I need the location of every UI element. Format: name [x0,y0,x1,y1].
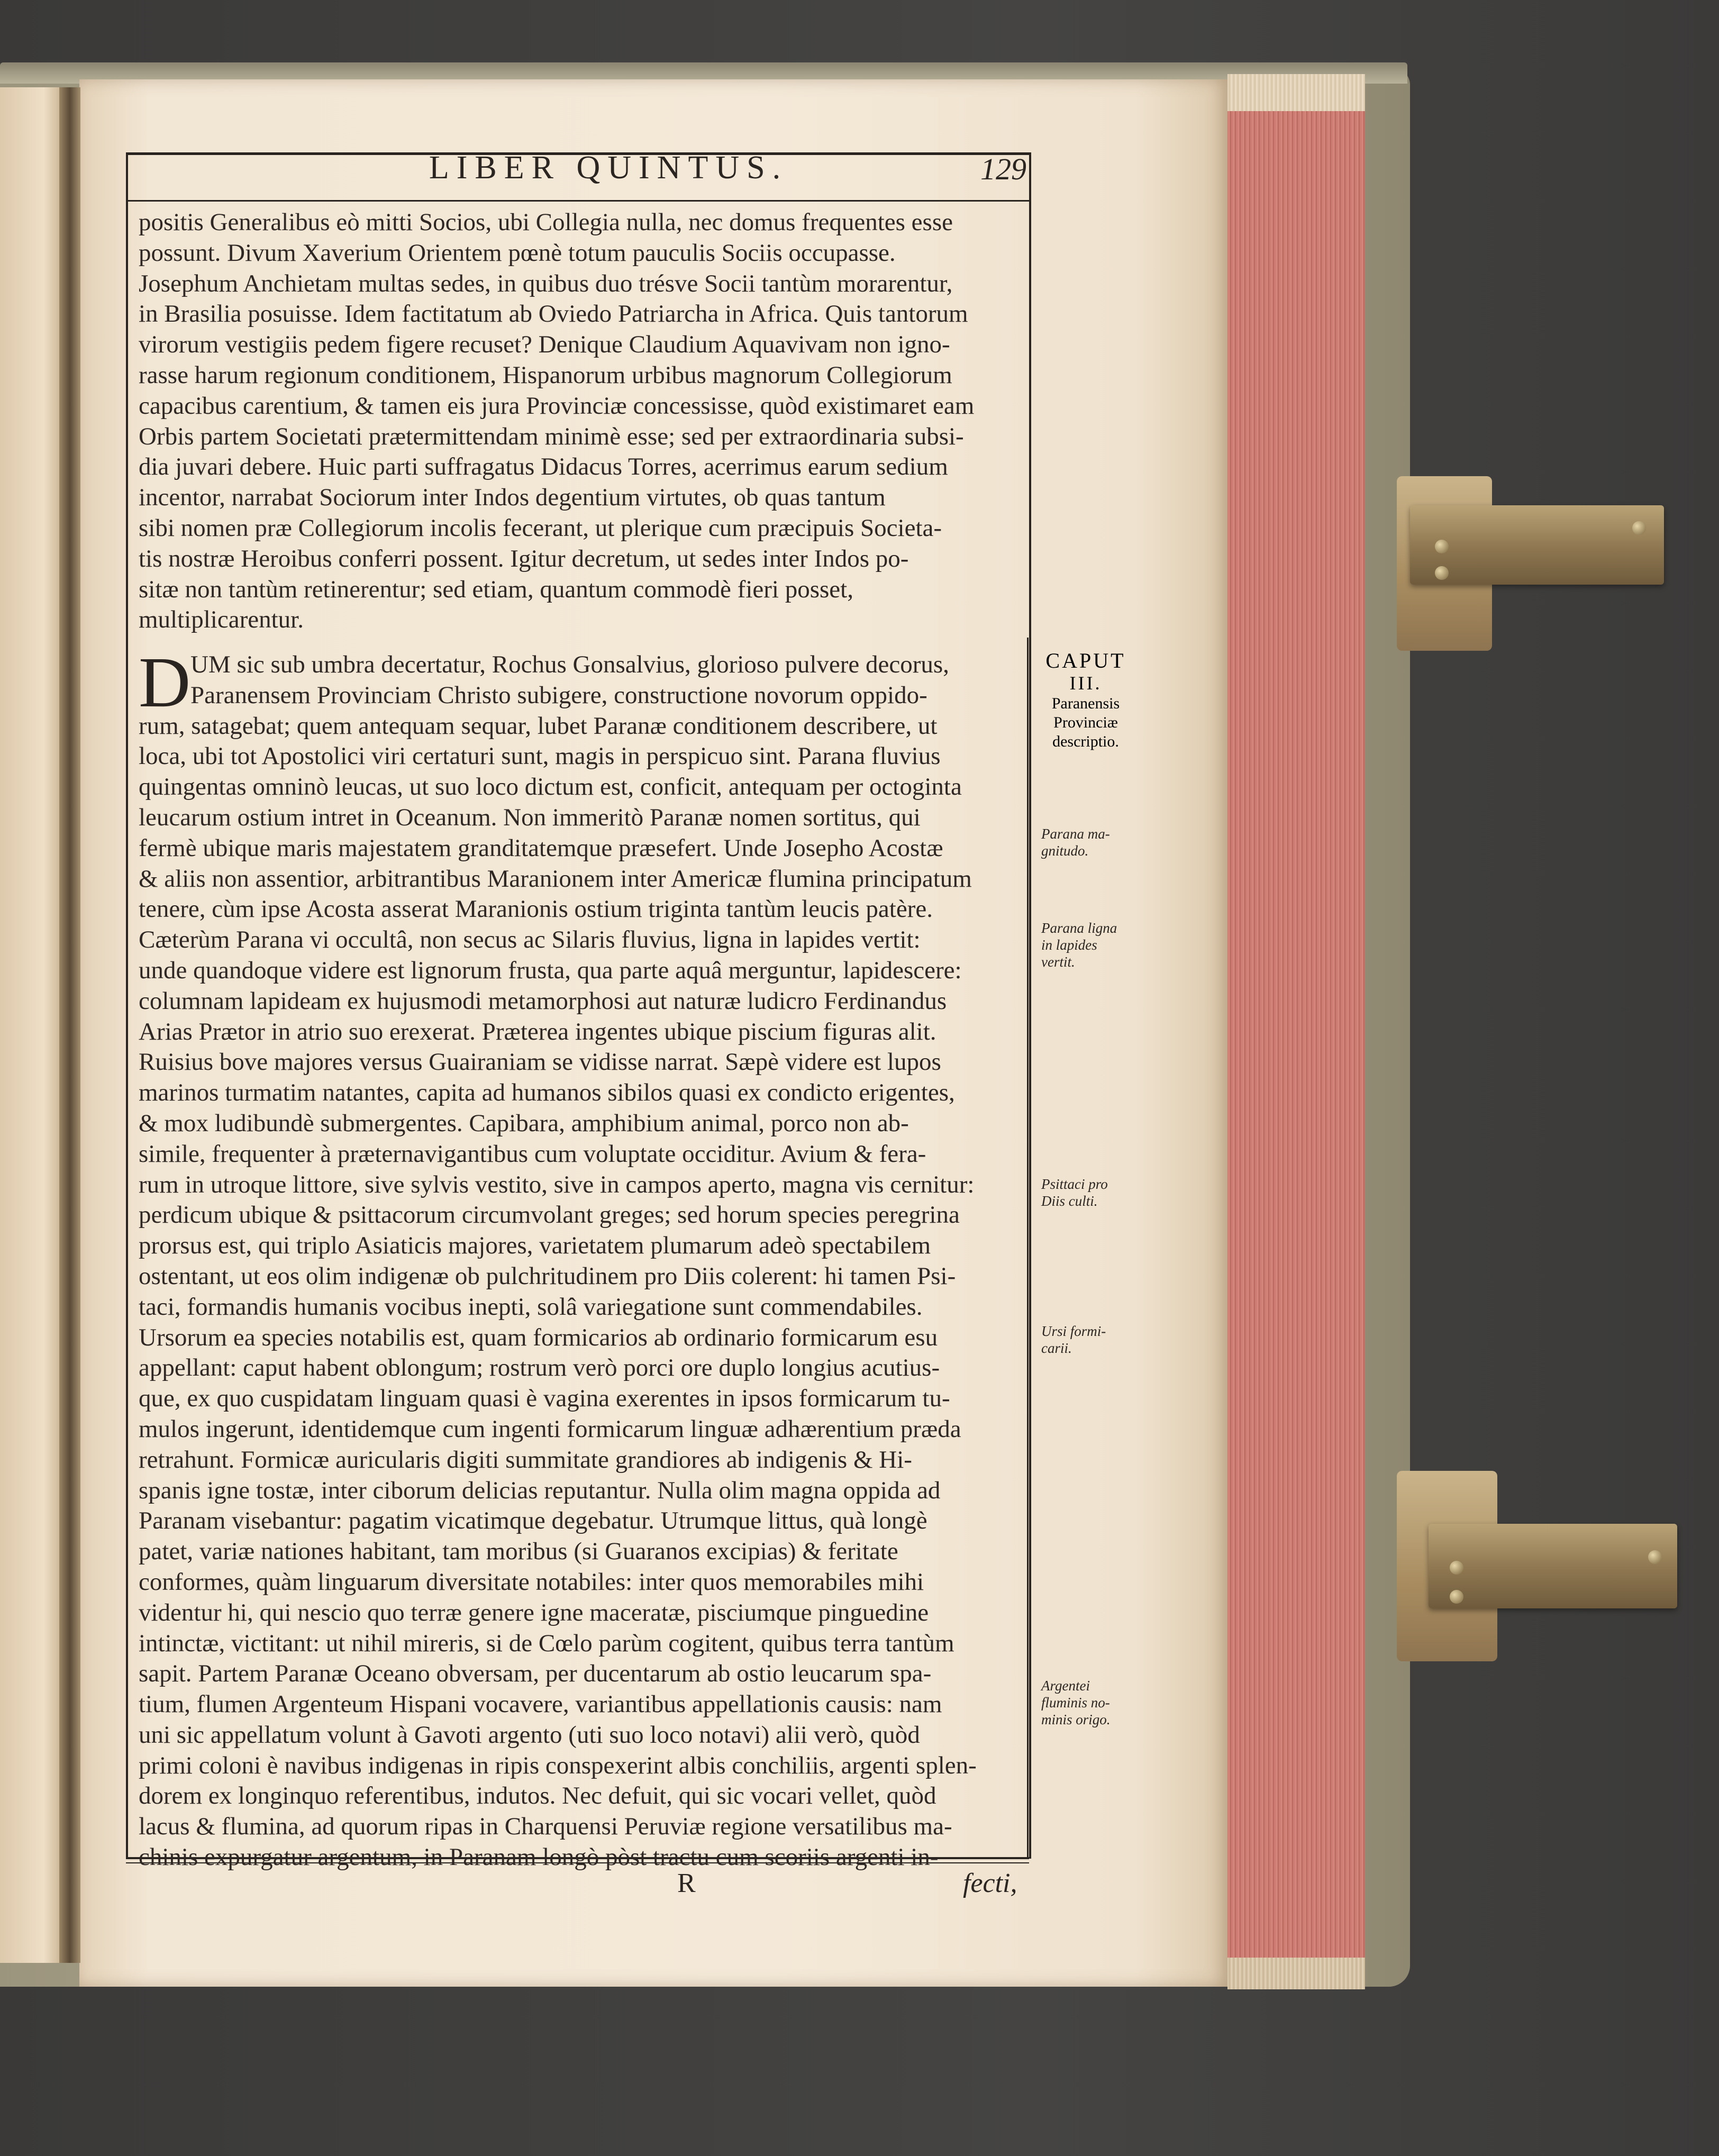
text-line: rasse harum regionum conditionem, Hispanorum urbibus magnorum Collegiorum [139,361,952,389]
margin-note-line: Parana ligna [1041,920,1117,936]
text-line: Ruisius bove majores versus Guairaniam se vidisse narrat. Sæpè videre est lupos [139,1048,941,1076]
text-line: in Brasilia posuisse. Idem factitatum ab Oviedo Patriarcha in Africa. Quis tantorum [139,300,968,328]
margin-note-line: Argentei [1041,1678,1090,1694]
text-line: marinos turmatim natantes, capita ad humanos sibilos quasi ex condicto erigentes, [139,1079,955,1107]
text-line: possunt. Divum Xaverium Orientem pœnè totum pauculis Sociis occupasse. [139,239,896,267]
chapter-number: III. [1069,672,1102,694]
text-line: quingentas omninò leucas, ut suo loco dictum est, conficit, antequam per octoginta [139,773,962,801]
text-line: fermè ubique maris majestatem granditatemque præsefert. Unde Josepho Acostæ [139,834,943,862]
margin-note-line: carii. [1041,1340,1072,1356]
text-line: tium, flumen Argenteum Hispani vocavere, variantibus appellationis causis: nam [139,1690,942,1718]
text-line: capacibus carentium, & tamen eis jura Provinciæ concessisse, quòd existimaret eam [139,392,975,420]
text-line: tenere, cùm ipse Acosta asserat Maranionis ostium triginta tantùm leucis patère. [139,895,933,923]
paragraph-one [139,207,1017,635]
drop-cap: D [139,643,191,722]
text-line: Arias Prætor in atrio suo erexerat. Præterea ingentes ubique piscium figuras alit. [139,1017,936,1045]
lower-clasp-rivet-icon [1450,1590,1463,1604]
text-line: & mox ludibundè submergentes. Capibara, amphibium animal, porco non ab- [139,1109,909,1137]
text-line: Paranam visebantur: pagatim vicatimque degebatur. Utrumque littus, quà longè [139,1507,927,1535]
text-line: UM sic sub umbra decertatur, Rochus Gonsalvius, glorioso pulvere decorus, [190,651,949,678]
text-line: primi coloni è navibus indigenas in ripis conspexerint albis conchiliis, argenti splen- [139,1751,977,1779]
text-line: appellant: caput habent oblongum; rostrum verò porci ore duplo longius acutius- [139,1354,940,1382]
margin-note-line: in lapides [1041,937,1097,953]
text-line: chinis expurgatur argentum, in Paranam longò pòst tractu cum scoriis argenti in- [139,1843,939,1871]
text-line: columnam lapideam ex hujusmodi metamorphosi aut naturæ ludicro Ferdinandus [139,987,947,1015]
margin-note [1041,1323,1139,1357]
text-line: dorem ex longinquo referentibus, indutos. Nec defuit, qui sic vocari vellet, quòd [139,1782,936,1810]
margin-note-line: fluminis no- [1041,1695,1110,1711]
margin-column-divider [1027,638,1029,1857]
margin-note [1041,920,1139,970]
text-line: Ursorum ea species notabilis est, quam formicarios ab ordinario formicarum esu [139,1323,938,1351]
text-line: perdicum ubique & psittacorum circumvolant greges; sed horum species peregrina [139,1201,960,1229]
header-rule [126,200,1029,202]
text-line: sapit. Partem Paranæ Oceano obversam, per ducentarum ab ostio leucarum spa- [139,1660,932,1688]
text-line: incentor, narrabat Sociorum inter Indos degentium virtutes, ob quas tantum [139,484,886,512]
text-line: dia juvari debere. Huic parti suffragatus Didacus Torres, acerrimus earum sedium [139,453,948,481]
signature-mark: R [677,1868,696,1898]
lower-clasp-rivet-icon [1648,1550,1662,1564]
margin-note-line: vertit. [1041,954,1075,970]
text-line: patet, variæ nationes habitant, tam moribus (si Guaranos excipias) & feritate [139,1538,898,1566]
text-line: unde quandoque videre est lignorum frusta, qua parte aquâ merguntur, lapidescere: [139,956,962,984]
text-line: spanis igne tostæ, inter ciborum delicias reputantur. Nulla olim magna oppida ad [139,1476,941,1504]
text-line: taci, formandis humanis vocibus inepti, solâ variegatione sunt commendabiles. [139,1293,923,1321]
red-page-edges [1227,74,1365,1989]
page-edges-top [1227,74,1365,111]
text-line: Paranensem Provinciam Christo subigere, constructione novorum oppido- [190,681,927,709]
margin-note-line: Ursi formi- [1041,1323,1106,1339]
text-line: simile, frequenter à præternavigantibus cum voluptate occiditur. Avium & fera- [139,1140,926,1168]
chapter-caput: CAPUT [1045,649,1126,672]
text-line: prorsus est, qui triplo Asiaticis majores, varietatem plumarum adeò spectabilem [139,1232,931,1260]
margin-note [1041,1677,1139,1728]
chapter-desc-line: Provinciæ [1053,714,1118,731]
text-line: loca, ubi tot Apostolici viri certaturi sunt, magis in perspicuo sint. Parana fluvius [139,742,941,770]
text-line: Josephum Anchietam multas sedes, in quibus duo trésve Socii tantùm morarentur, [139,269,953,297]
text-line: multiplicarentur. [139,606,304,634]
left-page-edge [0,87,62,1963]
text-line: conformes, quàm linguarum diversitate notabiles: inter quos memorabiles mihi [139,1568,924,1596]
text-line: tis nostræ Heroibus conferri possent. Igitur decretum, ut sedes inter Indos po- [139,544,909,572]
running-head-title: LIBER QUINTUS. [429,150,788,186]
margin-note-line: gnitudo. [1041,843,1089,859]
chapter-desc-line: descriptio. [1052,733,1119,750]
text-line: videntur hi, qui nescio quo terræ genere igne maceratæ, pisciumque pinguedine [139,1598,929,1626]
upper-clasp-rivet-icon [1435,540,1449,553]
text-line: positis Generalibus eò mitti Socios, ubi Collegia nulla, nec domus frequentes esse [139,208,953,236]
page-number: 129 [980,152,1026,186]
text-line: rum, satagebat; quem antequam sequar, lubet Paranæ conditionem describere, ut [139,712,938,740]
text-line: que, ex quo cuspidatam linguam quasi è vagina exerentes in ipsos formicarum tu- [139,1385,950,1413]
text-line: uni sic appellatum volunt à Gavoti argento (uti suo loco notavi) alii verò, quòd [139,1721,920,1749]
text-line: rum in utroque littore, sive sylvis vestito, sive in campos aperto, magna vis cernitur: [139,1170,975,1198]
catchword: fecti, [963,1868,1017,1898]
margin-note-line: Diis culti. [1041,1193,1098,1209]
margin-note-line: Psittaci pro [1041,1176,1108,1192]
text-line: leucarum ostium intret in Oceanum. Non immeritò Paranæ nomen sortitus, qui [139,803,921,831]
text-line: sitæ non tantùm retinerentur; sed etiam, quantum commodè fieri posset, [139,575,853,603]
chapter-desc-line: Paranensis [1051,695,1120,712]
text-line: mulos ingerunt, identidemque cum ingenti formicarum linguæ adhærentium præda [139,1415,961,1443]
text-line: lacus & flumina, ad quorum ripas in Charquensi Peruviæ regione versatilibus ma- [139,1813,952,1841]
text-line: sibi nomen præ Collegiorum incolis fecerant, ut plerique cum præcipuis Societa- [139,514,942,542]
lower-clasp-rivet-icon [1450,1561,1463,1575]
text-line: Cæterùm Parana vi occultâ, non secus ac Silaris fluvius, ligna in lapides vertit: [139,926,921,954]
book-gutter [59,87,80,1963]
upper-clasp-rivet-icon [1435,566,1449,580]
text-line: Orbis partem Societati prætermittendam minimè esse; sed per extraordinaria subsi- [139,422,964,450]
margin-note-line: Parana ma- [1041,826,1110,842]
page-edges-bottom [1227,1958,1365,1989]
chapter-heading [1033,650,1139,751]
margin-note [1041,825,1139,859]
text-line: intinctæ, victitant: ut nihil mireris, si de Cœlo parùm cogitent, quibus terra tantùm [139,1629,954,1657]
text-line: virorum vestigiis pedem figere recuset? Denique Claudium Aquavivam non igno- [139,331,950,359]
paragraph-two [139,643,1022,1873]
text-line: retrahunt. Formicæ auricularis digiti summitate grandiores ab indigenis & Hi- [139,1445,912,1473]
text-line: ostentant, ut eos olim indigenæ ob pulchritudinem pro Diis colerent: hi tamen Psi- [139,1262,956,1290]
text-line: & aliis non assentior, arbitrantibus Maranionem inter Americæ flumina principatum [139,865,972,893]
margin-note [1041,1176,1139,1209]
upper-clasp-rivet-icon [1632,521,1646,535]
margin-note-line: minis origo. [1041,1712,1111,1727]
lower-clasp-metal [1429,1524,1677,1608]
